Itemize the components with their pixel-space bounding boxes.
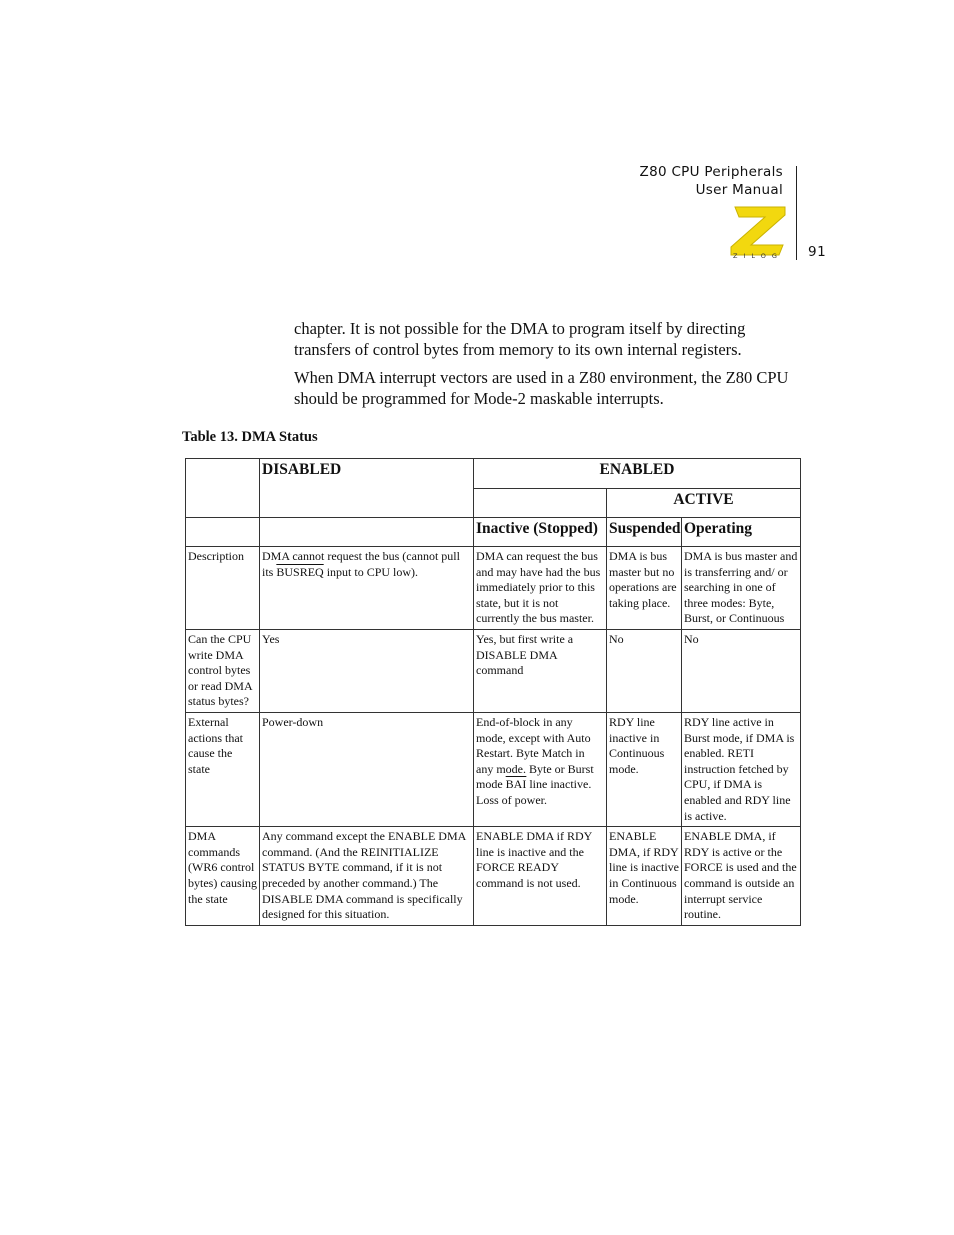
cell-disabled: Yes <box>260 629 474 712</box>
header-disabled: DISABLED <box>260 459 474 518</box>
cell-operating: ENABLE DMA, if RDY is active or the FORCE is used and the command is outside an interrupt service routine. <box>682 827 801 926</box>
header-suspended: Suspended <box>607 518 682 547</box>
cell-text: line inactive. Loss of power. <box>476 777 592 807</box>
cell-suspended: RDY line inactive in Continuous mode. <box>607 712 682 826</box>
cell-operating: RDY line active in Burst mode, if DMA is enabled. RETI instruction fetched by CPU, if DMA is enabled and RDY line is active. <box>682 712 801 826</box>
logo-wordmark: ZILOG <box>733 252 783 260</box>
header-operating: Operating <box>682 518 801 547</box>
body-paragraph-2: When DMA interrupt vectors are used in a Z80 environment, the Z80 CPU should be programmed for Mode-2 maskable interrupts. <box>294 368 789 408</box>
cell-inactive <box>474 712 607 826</box>
cell-suspended: DMA is bus master but no operations are taking place. <box>607 547 682 630</box>
header-active: ACTIVE <box>607 489 801 518</box>
table-row <box>186 629 801 712</box>
cell-disabled: Any command except the ENABLE DMA command. (And the REINITIALIZE STATUS BYTE command, if it is not preceded by another command.) The DISABLE DMA command is specifically designed for this situation. <box>260 827 474 926</box>
table-row <box>186 827 801 926</box>
dma-status-table <box>185 458 801 926</box>
row-label: DMA commands (WR6 control bytes) causing the state <box>186 827 260 926</box>
page-number: 91 <box>808 244 827 260</box>
cell-disabled <box>260 547 474 630</box>
running-header <box>560 163 783 199</box>
header-inactive: Inactive (Stopped) <box>474 518 607 547</box>
header-divider <box>796 166 797 260</box>
bai-signal: $\overline{BAI}$ <box>505 777 527 792</box>
header-blank-cell <box>186 459 260 518</box>
cell-inactive: Yes, but first write a DISABLE DMA command <box>474 629 607 712</box>
cell-inactive: DMA can request the bus and may have had the bus immediately prior to this state, but it is not currently the bus master. <box>474 547 607 630</box>
cell-text: DMA cannot request the bus (cannot pull its <box>262 549 460 579</box>
body-paragraph-1: chapter. It is not possible for the DMA to program itself by directing transfers of control bytes from memory to its own internal registers. <box>294 319 746 359</box>
row-label: External actions that cause the state <box>186 712 260 826</box>
cell-text: input to CPU low). <box>323 564 419 579</box>
row-label: Can the CPU write DMA control bytes or read DMA status bytes? <box>186 629 260 712</box>
cell-inactive: ENABLE DMA if RDY line is inactive and the FORCE READY command is not used. <box>474 827 607 926</box>
cell-disabled: Power-down <box>260 712 474 826</box>
cell-operating: DMA is bus master and is transferring and/ or searching in one of three modes: Byte, Burst, or Continuous <box>682 547 801 630</box>
cell-suspended: No <box>607 629 682 712</box>
row-label: Description <box>186 547 260 630</box>
cell-suspended: ENABLE DMA, if RDY line is inactive in Continuous mode. <box>607 827 682 926</box>
cell-operating: No <box>682 629 801 712</box>
busreq-signal: BUSREQ <box>276 564 324 579</box>
header-enabled: ENABLED <box>474 459 801 489</box>
header-blank-cell <box>474 489 607 518</box>
table-header-row <box>186 518 801 547</box>
table-caption: Table 13. DMA Status <box>182 429 318 445</box>
table-row <box>186 547 801 630</box>
header-blank-cell <box>186 518 260 547</box>
header-blank-cell <box>260 518 474 547</box>
table-header-row <box>186 459 801 489</box>
header-subtitle: User Manual <box>695 182 783 198</box>
header-title: Z80 CPU Peripherals <box>639 164 783 180</box>
table-row <box>186 712 801 826</box>
cell-text: End-of-block in any mode, except with Auto Restart. Byte Match in any mode. Byte or Burst mode <box>476 714 594 792</box>
